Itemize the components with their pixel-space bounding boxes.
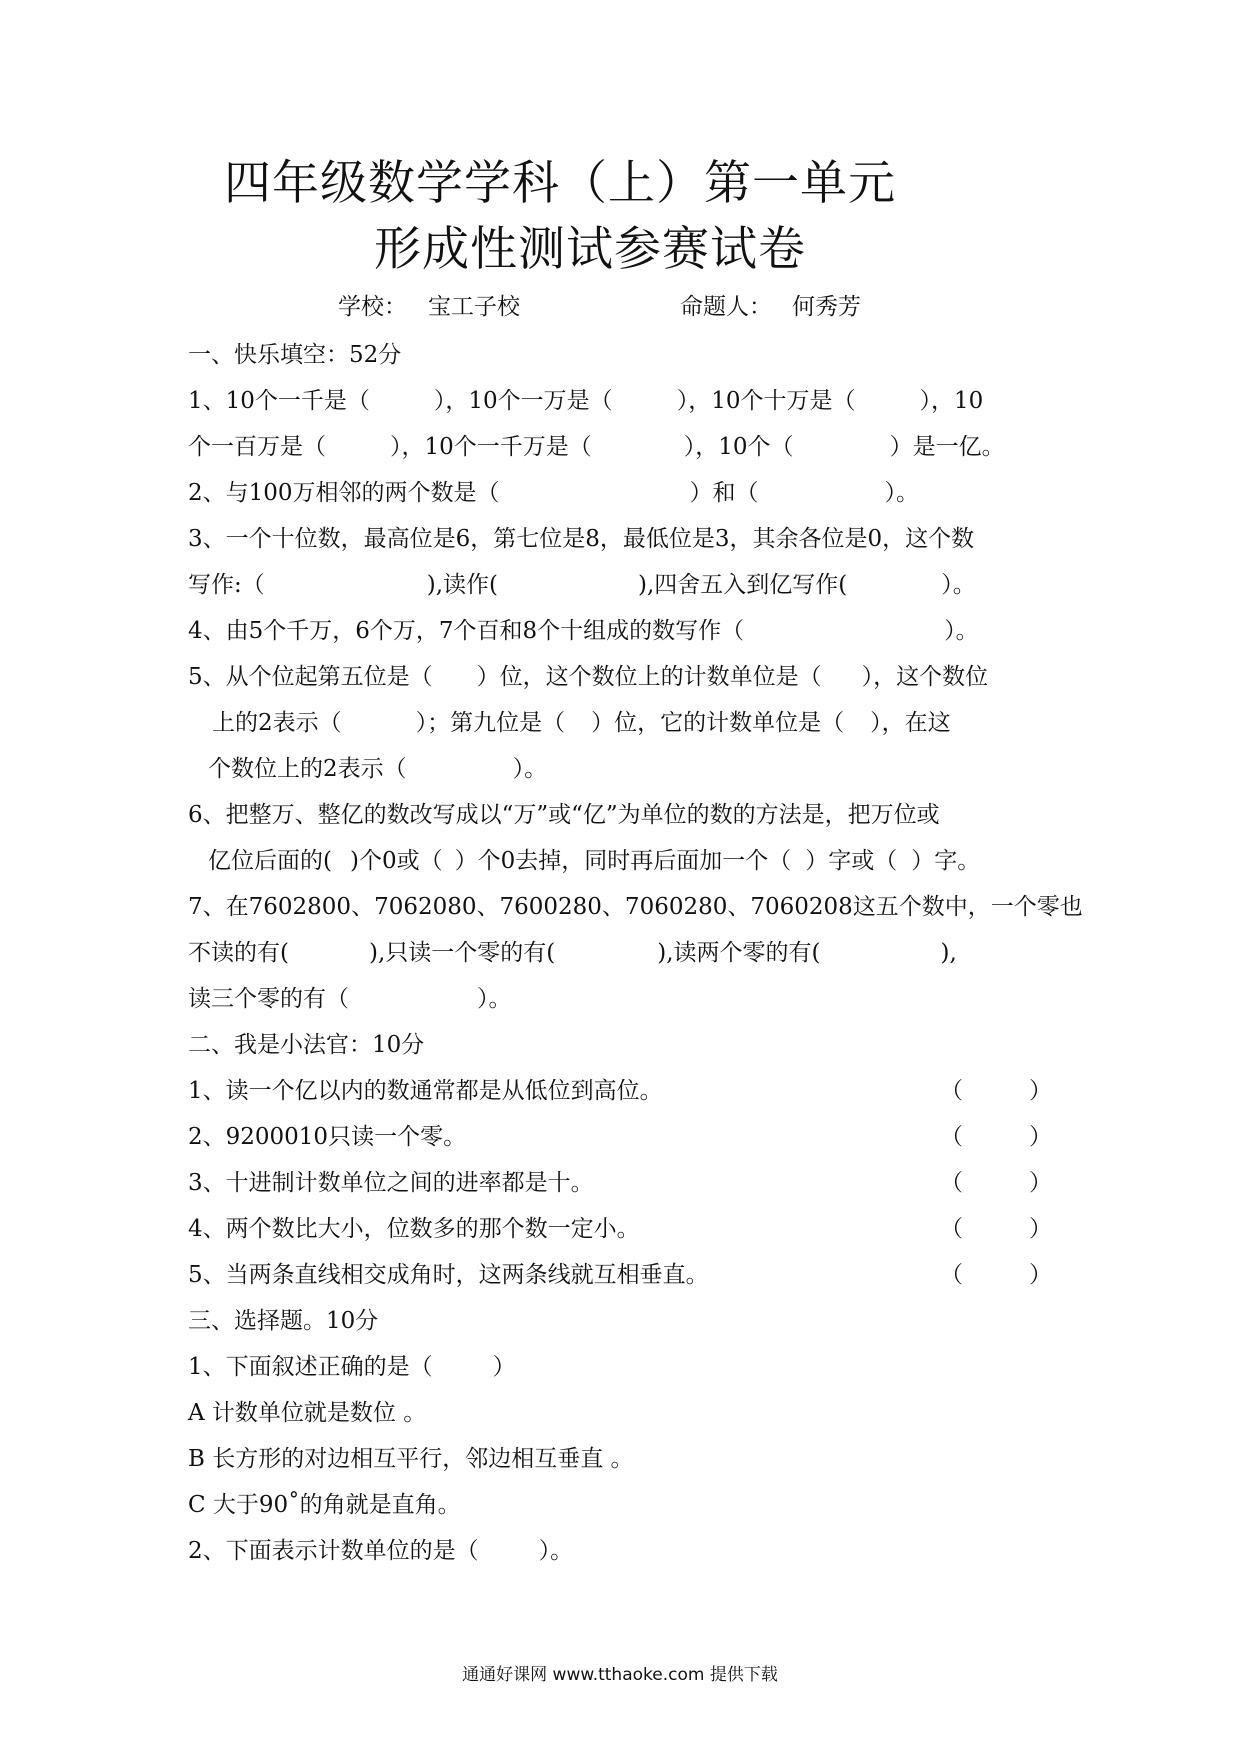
author-label: 命题人： (680, 294, 772, 320)
q7-text-d: ),读两个零的有( (657, 940, 821, 966)
judge-item-5: 5、当两条直线相交成角时，这两条线就互相垂直。 (188, 1262, 709, 1288)
footer-download-note: 通通好课网 www.tthaoke.com 提供下载 (462, 1665, 778, 1685)
q3-text-d: ),四舍五入到亿写作( (638, 572, 848, 598)
q1-text-e: 个一百万是（ (188, 434, 326, 460)
judge-item-3: 3、十进制计数单位之间的进率都是十。 (188, 1170, 594, 1196)
q1-text-c: ），10个十万是（ (676, 388, 856, 414)
q1-text-a: 1、10个一千是（ (188, 388, 370, 414)
judge-item-4: 4、两个数比大小，位数多的那个数一定小。 (188, 1216, 640, 1242)
choice-q1-close: ） (492, 1354, 516, 1380)
choice-question-1 (188, 1350, 516, 1384)
q7-text-e: ), (940, 940, 957, 966)
section3-heading: 三、选择题。10分 (188, 1308, 379, 1334)
choice-q1-text: 1、下面叙述正确的是（ (188, 1354, 433, 1380)
question-3-line2 (188, 568, 976, 602)
q5-text-a: 5、从个位起第五位是（ (188, 664, 433, 690)
q6-text-b: 亿位后面的( (208, 848, 332, 874)
q4-text-b: ）。 (944, 618, 979, 644)
judge-answer-1 (940, 1074, 1052, 1108)
paren-close: ） (1029, 1078, 1052, 1104)
q6-text-c: )个0或（ (349, 848, 443, 874)
judge-answer-4 (940, 1212, 1052, 1246)
question-6-line2 (208, 844, 980, 878)
question-6-line1: 6、把整万、整亿的数改写成以“万”或“亿”为单位的数的方法是，把万位或 (188, 802, 940, 828)
q1-text-d: ），10 (919, 388, 984, 414)
question-7-line3 (188, 982, 512, 1016)
q4-text-a: 4、由5个千万，6个万，7个百和8个十组成的数写作（ (188, 618, 745, 644)
q5-text-f: ）位，它的计数单位是（ (591, 710, 845, 736)
judge-answer-5 (940, 1258, 1052, 1292)
exam-title-line1: 四年级数学学科（上）第一单元 (224, 156, 896, 211)
section1-heading: 一、快乐填空：52分 (188, 342, 402, 368)
q2-text-a: 2、与100万相邻的两个数是（ (188, 480, 500, 506)
judge-item-2: 2、9200010只读一个零。 (188, 1124, 467, 1150)
q5-text-d: 上的2表示（ (212, 710, 342, 736)
judge-item-1: 1、读一个亿以内的数通常都是从低位到高位。 (188, 1078, 663, 1104)
q6-text-e: ）字或（ (805, 848, 898, 874)
question-1-line1 (188, 384, 983, 418)
question-5-line1 (188, 660, 988, 694)
question-5-line2 (212, 706, 951, 740)
paren-close: ） (1029, 1262, 1052, 1288)
q3-text-c: ),读作( (426, 572, 499, 598)
section2-heading: 二、我是小法官：10分 (188, 1032, 425, 1058)
q1-text-g: ），10个（ (683, 434, 794, 460)
q5-text-b: ）位，这个数位上的计数单位是（ (476, 664, 822, 690)
q5-text-i: ）。 (512, 756, 548, 782)
paren-close: ） (1029, 1124, 1052, 1150)
school-label: 学校： (338, 294, 407, 320)
paren-open: （ (940, 1216, 963, 1242)
q5-text-e: ）；第九位是（ (415, 710, 566, 736)
judge-answer-2 (940, 1120, 1052, 1154)
choice-q2-text: 2、下面表示计数单位的是（ (188, 1538, 479, 1564)
q7-text-g: ）。 (477, 986, 512, 1012)
choice-option-b: B 长方形的对边相互平行，邻边相互垂直 。 (188, 1446, 634, 1472)
choice-q2-close: ）。 (538, 1538, 574, 1564)
paren-open: （ (940, 1262, 963, 1288)
paren-open: （ (940, 1078, 963, 1104)
paren-open: （ (940, 1170, 963, 1196)
question-3-line1: 3、一个十位数，最高位是6，第七位是8，最低位是3，其余各位是0，这个数 (188, 526, 975, 552)
q5-text-g: ），在这 (870, 710, 951, 736)
q5-text-c: ），这个数位 (861, 664, 989, 690)
school-value: 宝工子校 (428, 294, 520, 320)
q7-text-f: 读三个零的有（ (188, 986, 349, 1012)
question-7-line2 (188, 936, 957, 970)
q7-text-c: ),只读一个零的有( (368, 940, 556, 966)
q1-text-f: ），10个一千万是（ (390, 434, 592, 460)
q2-text-c: ）。 (884, 480, 920, 506)
q2-text-b: ）和（ (689, 480, 759, 506)
choice-option-a: A 计数单位就是数位 。 (188, 1400, 427, 1426)
q1-text-b: ），10个一万是（ (433, 388, 613, 414)
q3-text-b: 写作:（ (188, 572, 265, 598)
q6-text-d: ）个0去掉，同时再后面加一个（ (454, 848, 792, 874)
q1-text-h: ）是一亿。 (889, 434, 1005, 460)
q7-text-b: 不读的有( (188, 940, 289, 966)
paren-close: ） (1029, 1216, 1052, 1242)
question-2 (188, 476, 919, 510)
choice-question-2 (188, 1534, 573, 1568)
question-4 (188, 614, 979, 648)
author-value: 何秀芳 (792, 294, 861, 320)
q5-text-h: 个数位上的2表示（ (208, 756, 407, 782)
question-7-line1: 7、在7602800、7062080、7600280、7060280、7060208这五个数中，一个零也 (188, 894, 1083, 920)
judge-answer-3 (940, 1166, 1052, 1200)
q3-text-e: ）。 (941, 572, 976, 598)
question-5-line3 (208, 752, 547, 786)
q6-text-f: ）字。 (911, 848, 981, 874)
exam-title-line2: 形成性测试参赛试卷 (374, 222, 806, 277)
paren-open: （ (940, 1124, 963, 1150)
choice-option-c: C 大于90˚的角就是直角。 (188, 1492, 461, 1518)
paren-close: ） (1029, 1170, 1052, 1196)
question-1-line2 (188, 430, 1005, 464)
